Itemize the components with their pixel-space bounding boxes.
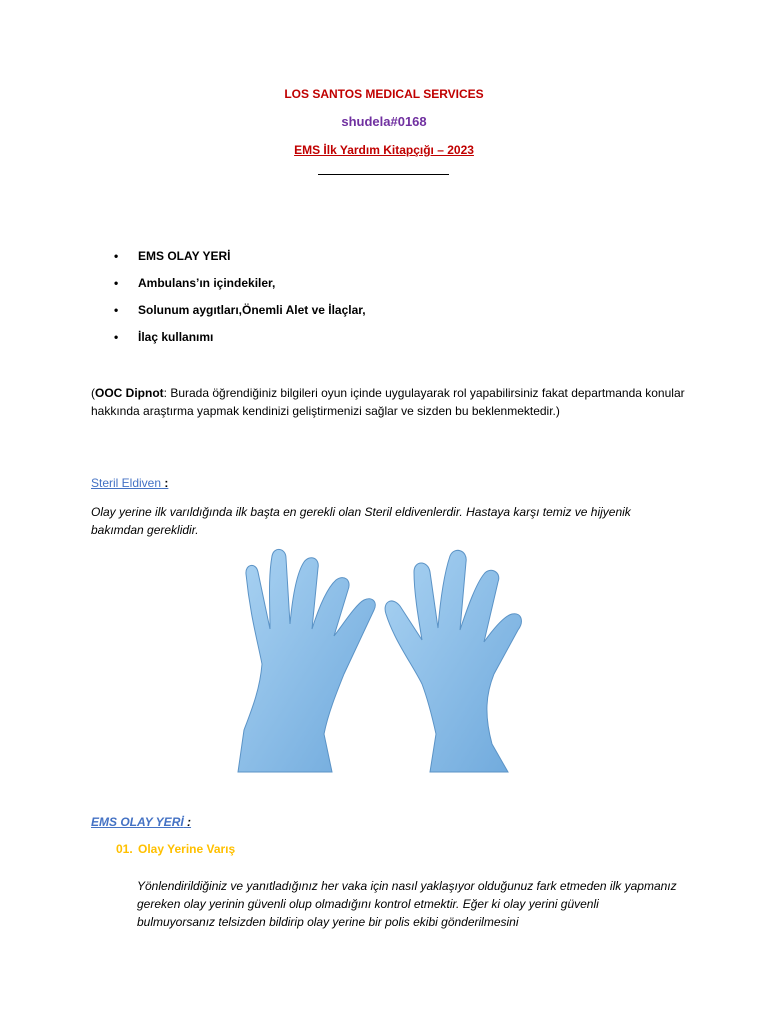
steril-colon: : <box>161 476 169 490</box>
ooc-text: : Burada öğrendiğiniz bilgileri oyun içinde uygulayarak rol yapabilirsiniz fakat departmanda konular hakkında araştırma yapmak kendinizi geliştirmenizi sağlar ve sizden bu beklenmektedir.) <box>91 386 685 418</box>
ooc-label: OOC Dipnot <box>95 386 164 400</box>
ems-olay-yeri-heading-link[interactable] <box>91 815 191 829</box>
ems-colon: : <box>183 815 192 829</box>
steril-heading-link[interactable] <box>91 476 168 490</box>
olay-yerine-varis-text: Yönlendirildiğiniz ve yanıtladığınız her vaka için nasıl yaklaşıyor olduğunuz fark etmeden ilk yapmanız gereken olay yerinin güvenli olup olmadığını kontrol etmektir. Eğer ki olay yerini güvenli bulmuyorsanız telsizden bildirip olay yerine bir polis ekibi gönderilmesini <box>137 879 677 929</box>
list-item: • İlaç kullanımı <box>114 329 366 356</box>
list-item: • Ambulans’ın içindekiler, <box>114 275 366 302</box>
author-handle: shudela#0168 <box>341 114 427 129</box>
list-item: • EMS OLAY YERİ <box>114 248 366 275</box>
right-glove-icon <box>385 550 521 772</box>
section-number: 01. <box>116 842 133 856</box>
gloves-image <box>232 544 532 778</box>
list-item: • Solunum aygıtları,Önemli Alet ve İlaçlar, <box>114 302 366 329</box>
steril-description: Olay yerine ilk varıldığında ilk başta en gerekli olan Steril eldivenlerdir. Hastaya karşı temiz ve hijyenik bakımdan gereklidir. <box>91 505 631 537</box>
title-underline-rule <box>318 174 449 175</box>
left-glove-icon <box>238 549 375 772</box>
ems-heading-text: EMS OLAY YERİ <box>91 815 184 829</box>
org-title: LOS SANTOS MEDICAL SERVICES <box>284 87 484 101</box>
ooc-open-paren: ( <box>91 386 95 400</box>
section-title: Olay Yerine Varış <box>138 842 236 856</box>
contents-list <box>114 248 366 356</box>
booklet-title: EMS İlk Yardım Kitapçığı – 2023 <box>294 143 474 157</box>
steril-heading-text: Steril Eldiven <box>91 476 162 490</box>
olay-yerine-varis-heading <box>116 842 235 856</box>
ooc-note <box>91 384 691 420</box>
